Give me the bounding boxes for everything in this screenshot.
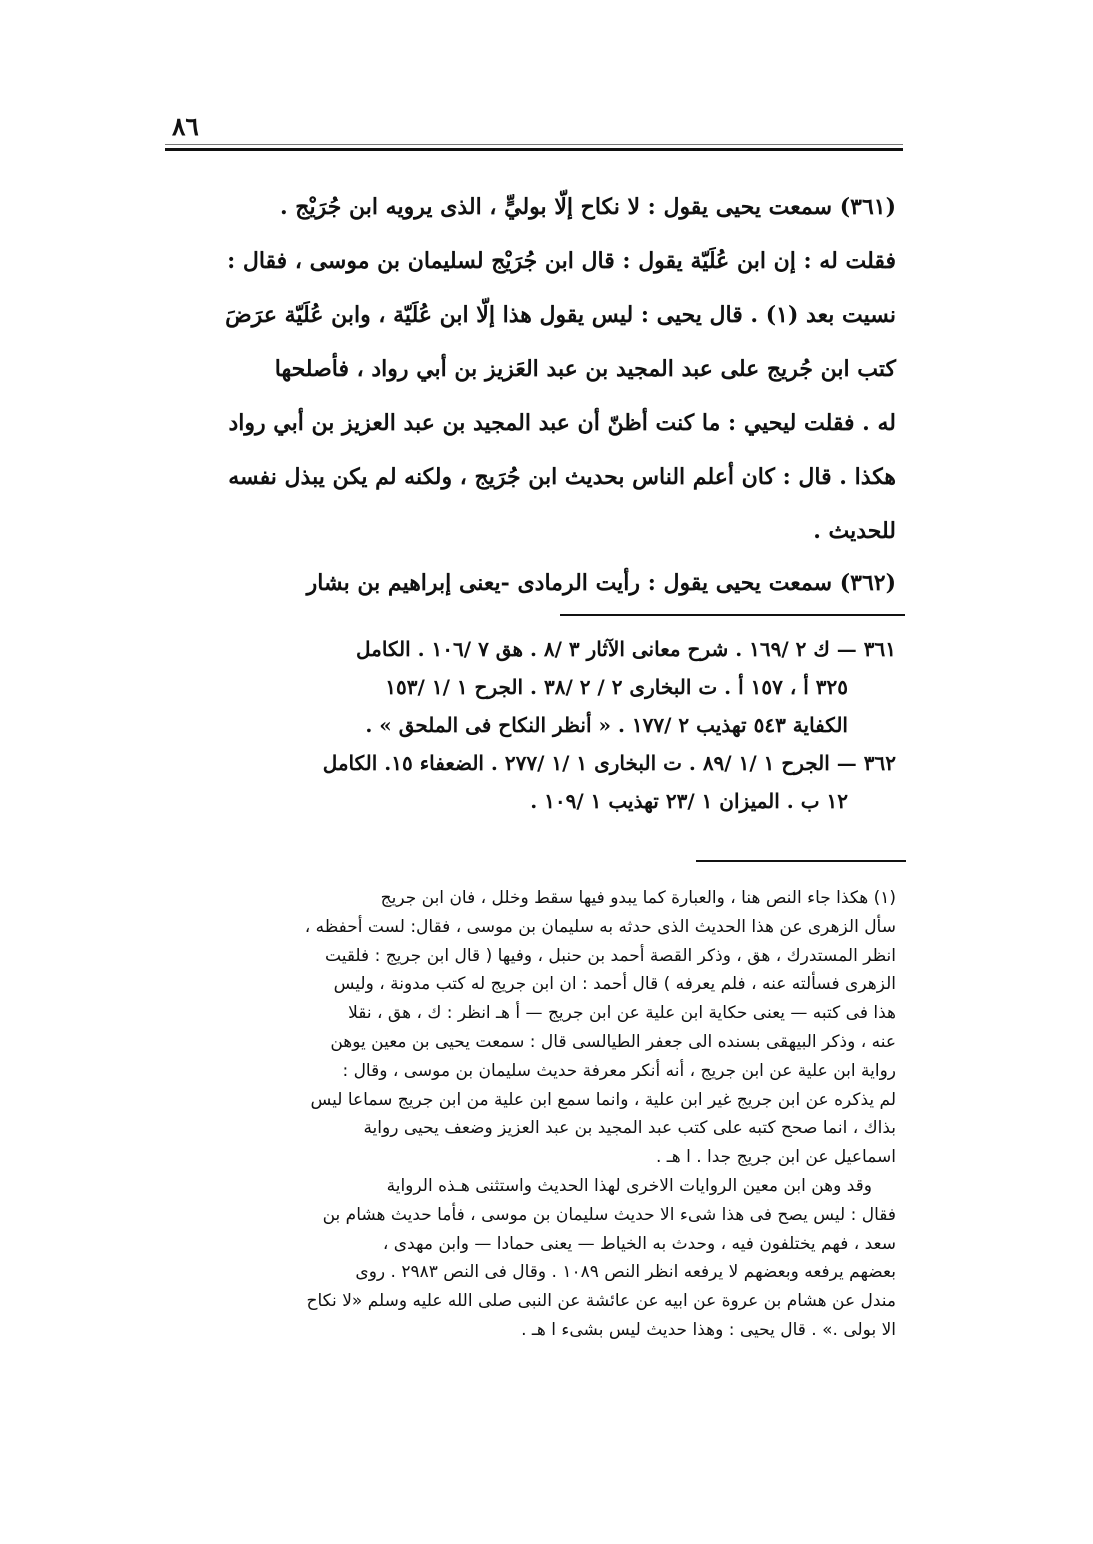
footnote-1-line: هذا فى كتبه — يعنى حكاية ابن علية عن ابن جريج — أ هـ انظر : ك ، هق ، نقلا	[348, 1003, 896, 1024]
page-number: ٨٦	[172, 112, 199, 141]
references	[172, 630, 896, 820]
narration-361-line: كتب ابن جُريج على عبد المجيد بن عبد العَزيز بن أبي رواد ، فأصلحها	[274, 356, 896, 382]
narration-361-line: (٣٦١) سمعت يحيى يقول : لا نكاح إلّا بوليٍّ ، الذى يرويه ابن جُرَيْج .	[279, 194, 896, 220]
footnote-1-line: بذاك ، انما صحح كتبه على كتب عبد المجيد بن عبد العزيز وضعف يحيى رواية	[363, 1118, 896, 1139]
narration-361-line: فقلت له : إن ابن عُلَيّة يقول : قال ابن جُرَيْج لسليمان بن موسى ، فقال :	[227, 248, 896, 274]
footnote-2-line: سعد ، فهم يختلفون فيه ، وحدث به الخياط — يعنى حمادا — وابن مهدى ،	[382, 1233, 896, 1254]
narration-362: (٣٦٢) سمعت يحيى يقول : رأيت الرمادى -يعنى إبراهيم بن بشار	[306, 570, 896, 596]
references-rule	[560, 614, 905, 616]
footnote-1-line: عنه ، وذكر البيهقى بسنده الى جعفر الطيالسى قال : سمعت يحيى بن معين يوهن	[330, 1031, 896, 1052]
narration-361-line: للحديث .	[813, 518, 896, 544]
footnote-2-line: مندل عن هشام بن عروة عن ابيه عن عائشة عن النبى صلى الله عليه وسلم «لا نكاح	[306, 1291, 896, 1312]
reference-361-line: ٣٢٥ أ ، ١٥٧ أ . ت البخارى ٢ / ٢ /٣٨ . الجرح ١ /١ /١٥٣	[385, 675, 848, 699]
footnote-2-line: الا بولى .» . قال يحيى : وهذا حديث ليس بشىء ا هـ .	[521, 1319, 896, 1340]
footnote-2-line: بعضهم يرفعه وبعضهم لا يرفعه انظر النص ١٠٨٩ . وقال فى النص ٢٩٨٣ . روى	[355, 1262, 896, 1283]
narration-361-line: هكذا . قال : كان أعلم الناس بحديث ابن جُرَيج ، ولكنه لم يكن يبذل نفسه	[228, 464, 896, 490]
header-rule	[165, 148, 903, 151]
footnote-1-line: رواية ابن علية عن ابن جريج ، أنه أنكر معرفة حديث سليمان بن موسى ، وقال :	[342, 1060, 896, 1081]
reference-361-line: ٣٦١ — ك ٢ /١٦٩ . شرح معانى الآثار ٣ /٨ . هق ٧ /١٠٦ . الكامل	[356, 637, 896, 661]
footnote-1-line: اسماعيل عن ابن جريج جدا . ا هـ .	[655, 1147, 896, 1168]
narration-361-line: نسيت بعد (١) . قال يحيى : ليس يقول هذا إلّا ابن عُلَيّة ، وابن عُلَيّة عرَضَ	[225, 302, 896, 328]
footnote-2-line: وقد وهن ابن معين الروايات الاخرى لهذا الحديث واستثنى هـذه الرواية	[386, 1175, 872, 1196]
footnotes	[172, 884, 896, 1345]
footnote-1-line: لم يذكره عن ابن جريج غير ابن علية ، وانما سمع ابن علية من ابن جريج سماعا ليس	[310, 1089, 896, 1110]
footnote-1-line: انظر المستدرك ، هق ، وذكر القصة أحمد بن حنبل ، وفيها ( قال ابن جريج : فلقيت	[325, 945, 896, 966]
reference-361-line: الكفاية ٥٤٣ تهذيب ٢ /١٧٧ . « أنظر النكاح فى الملحق » .	[365, 713, 848, 737]
header-rule-thin	[165, 144, 903, 145]
footnote-rule	[696, 860, 906, 862]
reference-362-line: ٣٦٢ — الجرح ١ /١ /٨٩ . ت البخارى ١ /١ /٢٧٧ . الضعفاء ١٥. الكامل	[322, 751, 896, 775]
footnote-1-line: سأل الزهرى عن هذا الحديث الذى حدثه به سليمان بن موسى ، فقال: لست أحفظه ،	[304, 916, 896, 937]
narration-361	[172, 180, 896, 558]
footnote-2-line: فقال : ليس يصح فى هذا شىء الا حديث سليمان بن موسى ، فأما حديث هشام بن	[322, 1204, 896, 1225]
reference-362-line: ١٢ ب . الميزان ١ /٢٣ تهذيب ١ /١٠٩ .	[530, 789, 848, 813]
footnote-1-line: الزهرى فسألته عنه ، فلم يعرفه ) قال أحمد : ان ابن جريج له كتب مدونة ، وليس	[333, 974, 896, 995]
footnote-1-line: (١) هكذا جاء النص هنا ، والعبارة كما يبدو فيها سقط وخلل ، فان ابن جريج	[380, 888, 896, 908]
narration-361-line: له . فقلت ليحيي : ما كنت أظنّ أن عبد المجيد بن عبد العزيز بن أبي رواد	[228, 410, 896, 436]
